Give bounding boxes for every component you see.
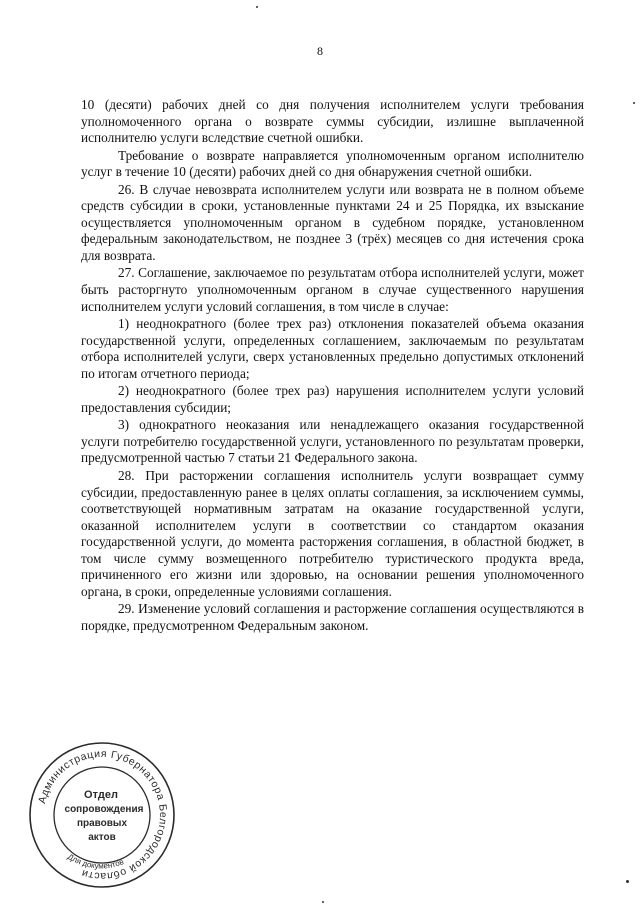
scan-speck: [633, 102, 635, 104]
page-number: 8: [317, 44, 323, 58]
stamp-line-2: сопровождения: [64, 804, 144, 815]
scan-speck: [256, 6, 258, 8]
paragraph-27-item-1: 1) неоднократного (более трех раз) отклонения показателей объема оказания государственной услуги, определенных соглашением, заключаемым по результатам отбора исполнителей услуги, сверх установленных предельно допустимых отклонений по итогам отчетного периода;: [81, 316, 584, 381]
official-stamp: [27, 740, 177, 890]
stamp-bottom-textpath: Для документов: [66, 852, 125, 871]
stamp-ring-textpath: Администрация Губернатора Белгородской области: [36, 747, 170, 883]
stamp-bottom-text: [66, 852, 125, 871]
scan-speck: [626, 880, 629, 883]
paragraph-29: 29. Изменение условий соглашения и расторжение соглашения осуществляются в порядке, предусмотренном Федеральным законом.: [81, 601, 584, 633]
paragraph-continuation: 10 (десяти) рабочих дней со дня получения исполнителем услуги требования уполномоченного органа о возврате суммы субсидии, излишне выплаченной исполнителю услуги вследствие счетной ошибки.: [81, 97, 584, 146]
stamp-line-1: Отдел: [84, 789, 118, 801]
paragraph-demand-return: Требование о возврате направляется уполномоченным органом исполнителю услуг в течение 10 (десяти) рабочих дней со дня обнаружения счетной ошибки.: [81, 147, 584, 180]
paragraph-28: 28. При расторжении соглашения исполнитель услуги возвращает сумму субсидии, предоставленную ранее в целях оплаты соглашения, за исключением суммы, соответствующей нормативным затратам на оказание государственной услуги, оказанной исполнителем услуги в соответствии со стандартом оказания государственной услуги, до момента расторжения соглашения, в областной бюджет, в том числе сумму возмещенного потребителю туристического продукта вреда, причиненного его жизни или здоровью, на основании решения уполномоченного органа, в сроки, определенные условиями соглашения.: [81, 468, 584, 599]
paragraph-27-item-2: 2) неоднократного (более трех раз) нарушения исполнителем услуги условий предоставления субсидии;: [81, 383, 584, 415]
paragraph-26: 26. В случае невозврата исполнителем услуги или возврата не в полном объеме средств субсидии в сроки, установленные пунктами 24 и 25 Порядка, их взыскание осуществляется уполномоченным органом в судебном порядке, установленном федеральным законодательством, не позднее 3 (трёх) месяцев со дня истечения срока для возврата.: [81, 181, 584, 263]
stamp-line-3: правовых: [76, 818, 128, 829]
paragraph-27-item-3: 3) однократного неоказания или ненадлежащего оказания государственной услуги потребителю государственной услуги, установленного по результатам проверки, предусмотренной частью 7 статьи 21 Федерального закона.: [81, 417, 584, 466]
scan-speck: [322, 901, 324, 903]
paragraph-27: 27. Соглашение, заключаемое по результатам отбора исполнителей услуги, может быть расторгнуто уполномоченным органом в случае существенного нарушения исполнителем услуги условий соглашения, в том числе в случае:: [81, 265, 584, 314]
stamp-line-4: актов: [88, 832, 116, 843]
stamp-inner-ring: [54, 767, 150, 863]
document-body: [81, 97, 584, 636]
